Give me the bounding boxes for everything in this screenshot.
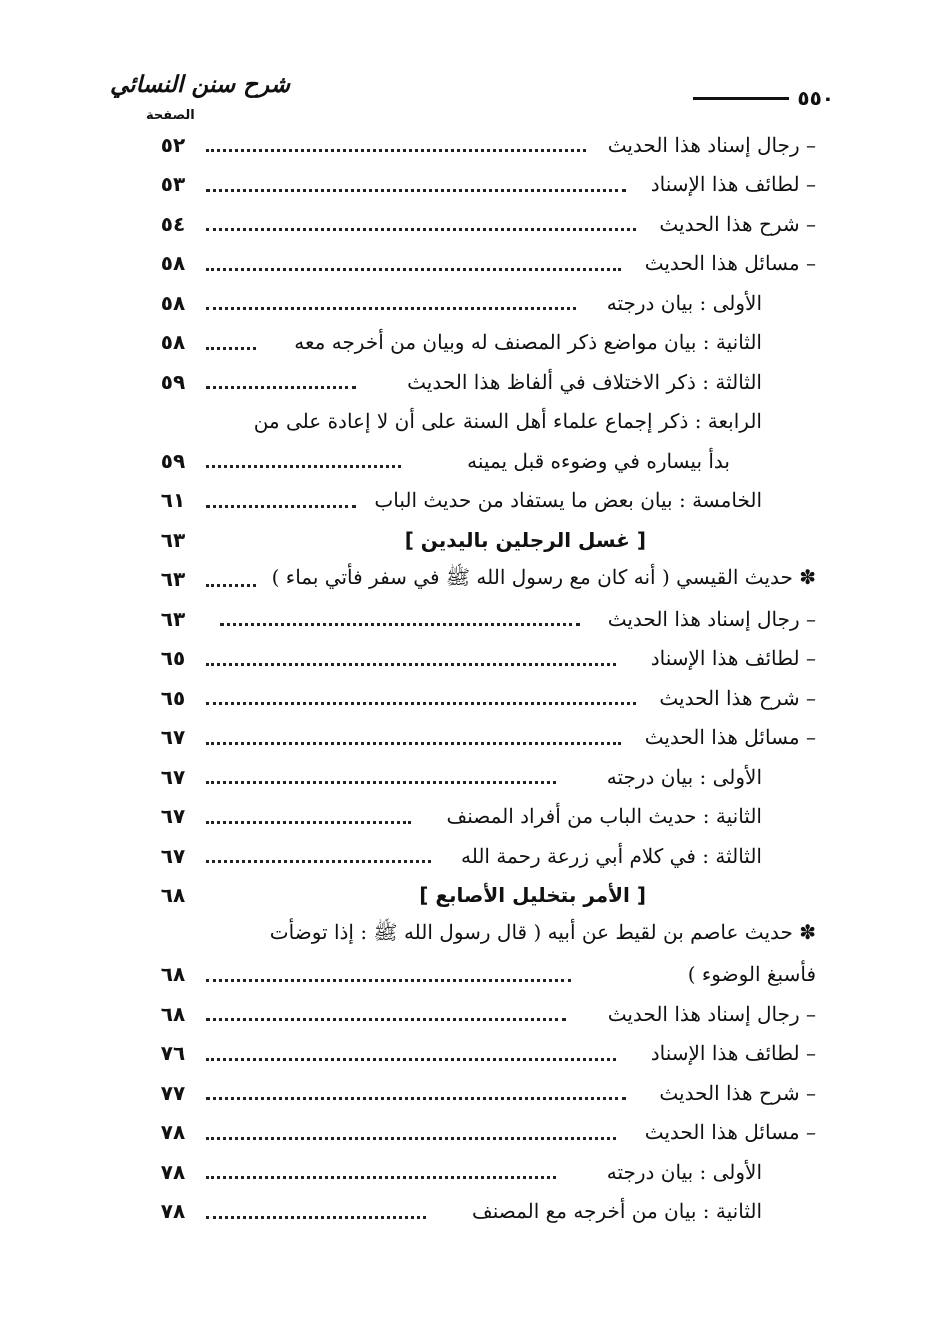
toc-entry: الثانية : بيان من أخرجه مع المصنف (472, 1199, 762, 1224)
toc-entry: – مسائل هذا الحديث (644, 1120, 816, 1145)
toc-entry: الخامسة : بيان بعض ما يستفاد من حديث الباب (374, 488, 762, 513)
leader-dots (206, 266, 621, 271)
toc-entry: الثالثة : ذكر الاختلاف في ألفاظ هذا الحديث (407, 369, 762, 394)
toc-row (150, 639, 816, 679)
toc-entry: الثانية : بيان مواضع ذكر المصنف له وبيان من أخرجه معه (294, 330, 762, 355)
toc-row (150, 757, 816, 797)
toc-entry: ✽ حديث عاصم بن لقيط عن أبيه ( قال رسول الله ﷺ : إذا توضأت (269, 920, 816, 945)
toc-page: ٦٧ (160, 843, 186, 868)
toc-entry: – شرح هذا الحديث (659, 211, 816, 236)
toc-section-heading (150, 520, 816, 560)
toc-row (150, 323, 816, 363)
toc-page: ٦٣ (160, 527, 186, 552)
toc-row (150, 244, 816, 284)
toc-entry: – رجال إسناد هذا الحديث (607, 606, 816, 631)
toc-entry: ✽ حديث القيسي ( أنه كان مع رسول الله ﷺ في سفر فأتي بماء ) (271, 564, 816, 589)
toc-row (150, 441, 816, 481)
toc-row (150, 204, 816, 244)
toc-entry: – لطائف هذا الإسناد (650, 646, 816, 671)
toc-row (150, 836, 816, 876)
leader-dots (206, 345, 256, 350)
toc-page: ٦٧ (160, 764, 186, 789)
toc-page: ٦٨ (160, 883, 186, 908)
leader-dots (206, 147, 586, 152)
toc-row (150, 283, 816, 323)
toc-entry: الأولى : بيان درجته (606, 290, 762, 315)
leader-dots (206, 700, 636, 705)
toc-page: ٦٥ (160, 685, 186, 710)
toc-row (150, 481, 816, 521)
toc-page: ٦٣ (160, 567, 186, 592)
leader-dots (206, 819, 411, 824)
book-title: شرح سنن النسائي (110, 72, 290, 98)
toc-page: ٥٣ (160, 172, 186, 197)
toc-entry: الأولى : بيان درجته (606, 764, 762, 789)
toc-row (150, 955, 816, 995)
page-number: ٥٥٠ (797, 86, 834, 110)
toc-page: ٧٨ (160, 1159, 186, 1184)
toc-row (150, 1113, 816, 1153)
toc-page: ٥٤ (160, 211, 186, 236)
toc-entry: – مسائل هذا الحديث (644, 251, 816, 276)
toc-page: ٦٨ (160, 1001, 186, 1026)
leader-dots (206, 1095, 626, 1100)
toc-entry: بدأ بيساره في وضوءه قبل يمينه (467, 448, 730, 473)
toc-row (150, 165, 816, 205)
toc-entry: – رجال إسناد هذا الحديث (607, 1001, 816, 1026)
leader-dots (206, 977, 571, 982)
toc-page: ٧٨ (160, 1120, 186, 1145)
toc-page: ٦٣ (160, 606, 186, 631)
toc-row (150, 797, 816, 837)
leader-dots (206, 582, 256, 587)
toc-section-heading (150, 876, 816, 916)
leader-dots (206, 226, 636, 231)
toc-page: ٥٨ (160, 330, 186, 355)
leader-dots (206, 1056, 616, 1061)
toc-entry: فأسبغ الوضوء ) (687, 962, 816, 987)
toc-page: ٦٧ (160, 804, 186, 829)
toc-page: ٧٨ (160, 1199, 186, 1224)
toc-row (150, 560, 816, 600)
toc-page: ٥٩ (160, 369, 186, 394)
leader-dots (206, 661, 616, 666)
leader-dots (206, 187, 626, 192)
toc-row (150, 678, 816, 718)
page-header (110, 66, 834, 110)
toc-page: ٦١ (160, 488, 186, 513)
toc-row (150, 1192, 816, 1232)
toc-entry: – رجال إسناد هذا الحديث (607, 132, 816, 157)
toc-page: ٦٥ (160, 646, 186, 671)
leader-dots (206, 858, 431, 863)
toc-entry: – مسائل هذا الحديث (644, 725, 816, 750)
leader-dots (206, 1016, 566, 1021)
leader-dots (206, 1174, 556, 1179)
leader-dots (206, 1214, 426, 1219)
leader-dots (206, 503, 356, 508)
toc-row (150, 362, 816, 402)
toc-page: ٦٨ (160, 962, 186, 987)
page-number-block (693, 86, 834, 110)
leader-dots (206, 463, 401, 468)
toc-row (150, 125, 816, 165)
toc-entry: الثانية : حديث الباب من أفراد المصنف (446, 804, 762, 829)
toc-page: ٦٧ (160, 725, 186, 750)
toc-row (150, 402, 816, 442)
page-column-label: الصفحة (146, 108, 195, 123)
toc-page: ٥٨ (160, 251, 186, 276)
toc-entry: – لطائف هذا الإسناد (650, 172, 816, 197)
toc-page: ٥٩ (160, 448, 186, 473)
table-of-contents (150, 125, 816, 1231)
toc-row (150, 1073, 816, 1113)
toc-entry: – لطائف هذا الإسناد (650, 1041, 816, 1066)
leader-dots (206, 779, 556, 784)
leader-dots (206, 384, 356, 389)
toc-entry: الثالثة : في كلام أبي زرعة رحمة الله (460, 843, 762, 868)
section-heading: [ الأمر بتخليل الأصابع ] (419, 883, 646, 908)
header-rule (693, 97, 789, 100)
toc-row (150, 915, 816, 955)
toc-page: ٥٢ (160, 132, 186, 157)
toc-entry: – شرح هذا الحديث (659, 685, 816, 710)
toc-page: ٥٨ (160, 290, 186, 315)
toc-page: ٧٦ (160, 1041, 186, 1066)
toc-entry: – شرح هذا الحديث (659, 1080, 816, 1105)
toc-row (150, 1152, 816, 1192)
toc-row (150, 994, 816, 1034)
toc-entry: الأولى : بيان درجته (606, 1159, 762, 1184)
leader-dots (206, 1135, 616, 1140)
leader-dots (206, 740, 621, 745)
leader-dots (220, 621, 580, 626)
toc-row (150, 718, 816, 758)
section-heading: [ غسل الرجلين باليدين ] (404, 527, 646, 552)
leader-dots (206, 305, 576, 310)
toc-entry: الرابعة : ذكر إجماع علماء أهل السنة على أن لا إعادة على من (253, 409, 762, 434)
toc-page: ٧٧ (160, 1080, 186, 1105)
toc-row (150, 1034, 816, 1074)
toc-row (150, 599, 816, 639)
